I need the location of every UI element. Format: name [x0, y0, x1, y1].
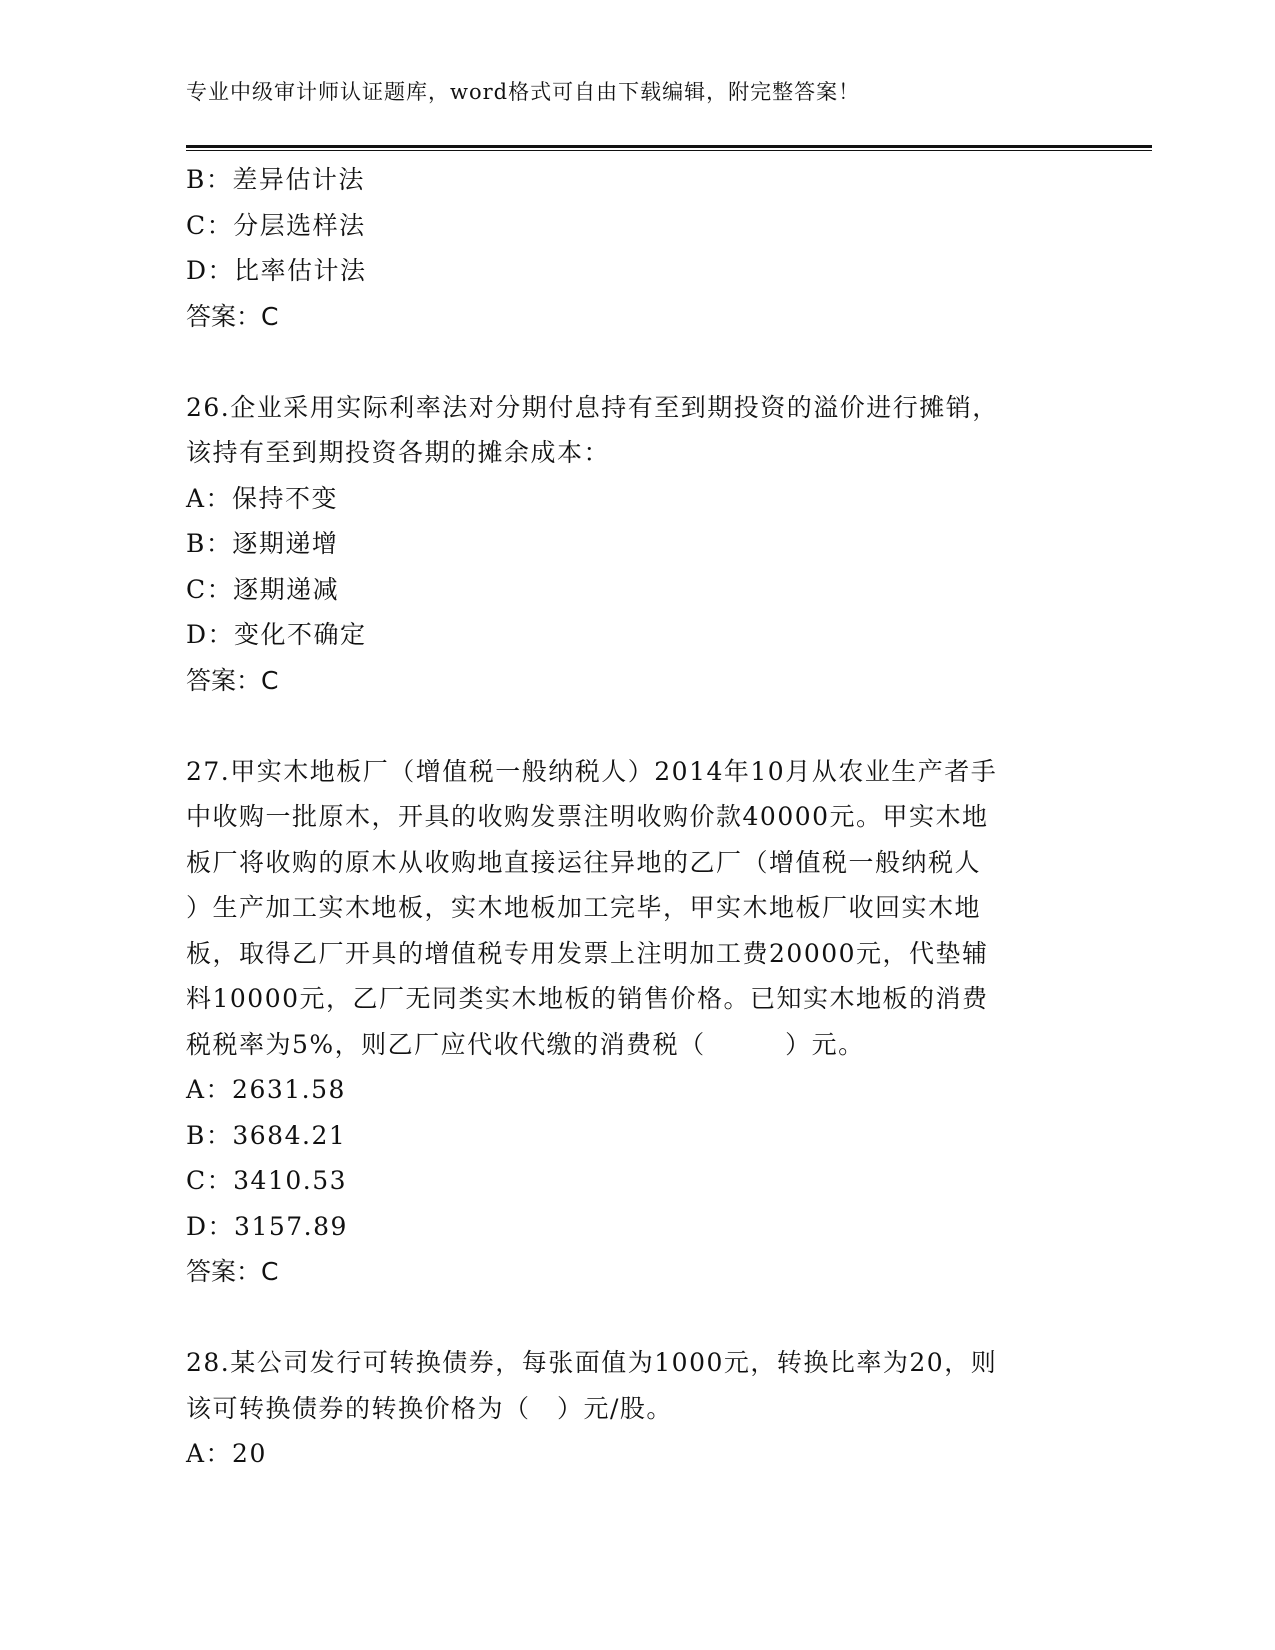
question-text-line: 料10000元，乙厂无同类实木地板的销售价格。已知实木地板的消费 — [186, 984, 989, 1013]
option-d: D：比率估计法 — [186, 256, 367, 285]
answer-line: 答案：C — [186, 301, 279, 331]
document-body — [186, 157, 1066, 1477]
question-27 — [186, 749, 1066, 1295]
question-text-line: 中收购一批原木，开具的收购发票注明收购价款40000元。甲实木地 — [186, 802, 989, 831]
option-c: C：逐期递减 — [186, 574, 340, 604]
header-divider-thin — [186, 150, 1152, 151]
option-c: C：分层选样法 — [186, 210, 366, 240]
answer-line: 答案：C — [186, 665, 279, 695]
question-text-line: 税税率为5%，则乙厂应代收代缴的消费税（ ）元。 — [186, 1029, 865, 1059]
question-text-line: 该持有至到期投资各期的摊余成本： — [186, 438, 611, 467]
option-b: B：差异估计法 — [186, 165, 365, 194]
option-d: D：3157.89 — [186, 1211, 348, 1241]
header-divider-thick — [186, 145, 1152, 148]
question-26 — [186, 385, 1066, 704]
page-header: 专业中级审计师认证题库，word格式可自由下载编辑，附完整答案！ — [186, 80, 861, 104]
option-a: A：20 — [186, 1439, 267, 1468]
question-28 — [186, 1340, 1066, 1477]
option-c: C：3410.53 — [186, 1166, 348, 1195]
answer-line: 答案：C — [186, 1257, 279, 1286]
question-text-line: 板，取得乙厂开具的增值税专用发票上注明加工费20000元，代垫辅 — [186, 938, 989, 968]
option-b: B：3684.21 — [186, 1120, 347, 1150]
question-text-line: ）生产加工实木地板，实木地板加工完毕，甲实木地板厂收回实木地 — [186, 893, 982, 922]
option-b: B：逐期递增 — [186, 529, 339, 558]
question-text-line: 28.某公司发行可转换债券，每张面值为1000元，转换比率为20，则 — [186, 1348, 998, 1377]
continued-question — [186, 157, 1066, 339]
question-text-line: 26.企业采用实际利率法对分期付息持有至到期投资的溢价进行摊销， — [186, 392, 999, 422]
question-text-line: 该可转换债券的转换价格为（ ）元/股。 — [186, 1393, 673, 1423]
question-text-line: 27.甲实木地板厂（增值税一般纳税人）2014年10月从农业生产者手 — [186, 756, 998, 786]
option-a: A：保持不变 — [186, 483, 339, 513]
question-text-line: 板厂将收购的原木从收购地直接运往异地的乙厂（增值税一般纳税人 — [186, 847, 982, 877]
option-d: D：变化不确定 — [186, 620, 367, 649]
option-a: A：2631.58 — [186, 1075, 346, 1104]
